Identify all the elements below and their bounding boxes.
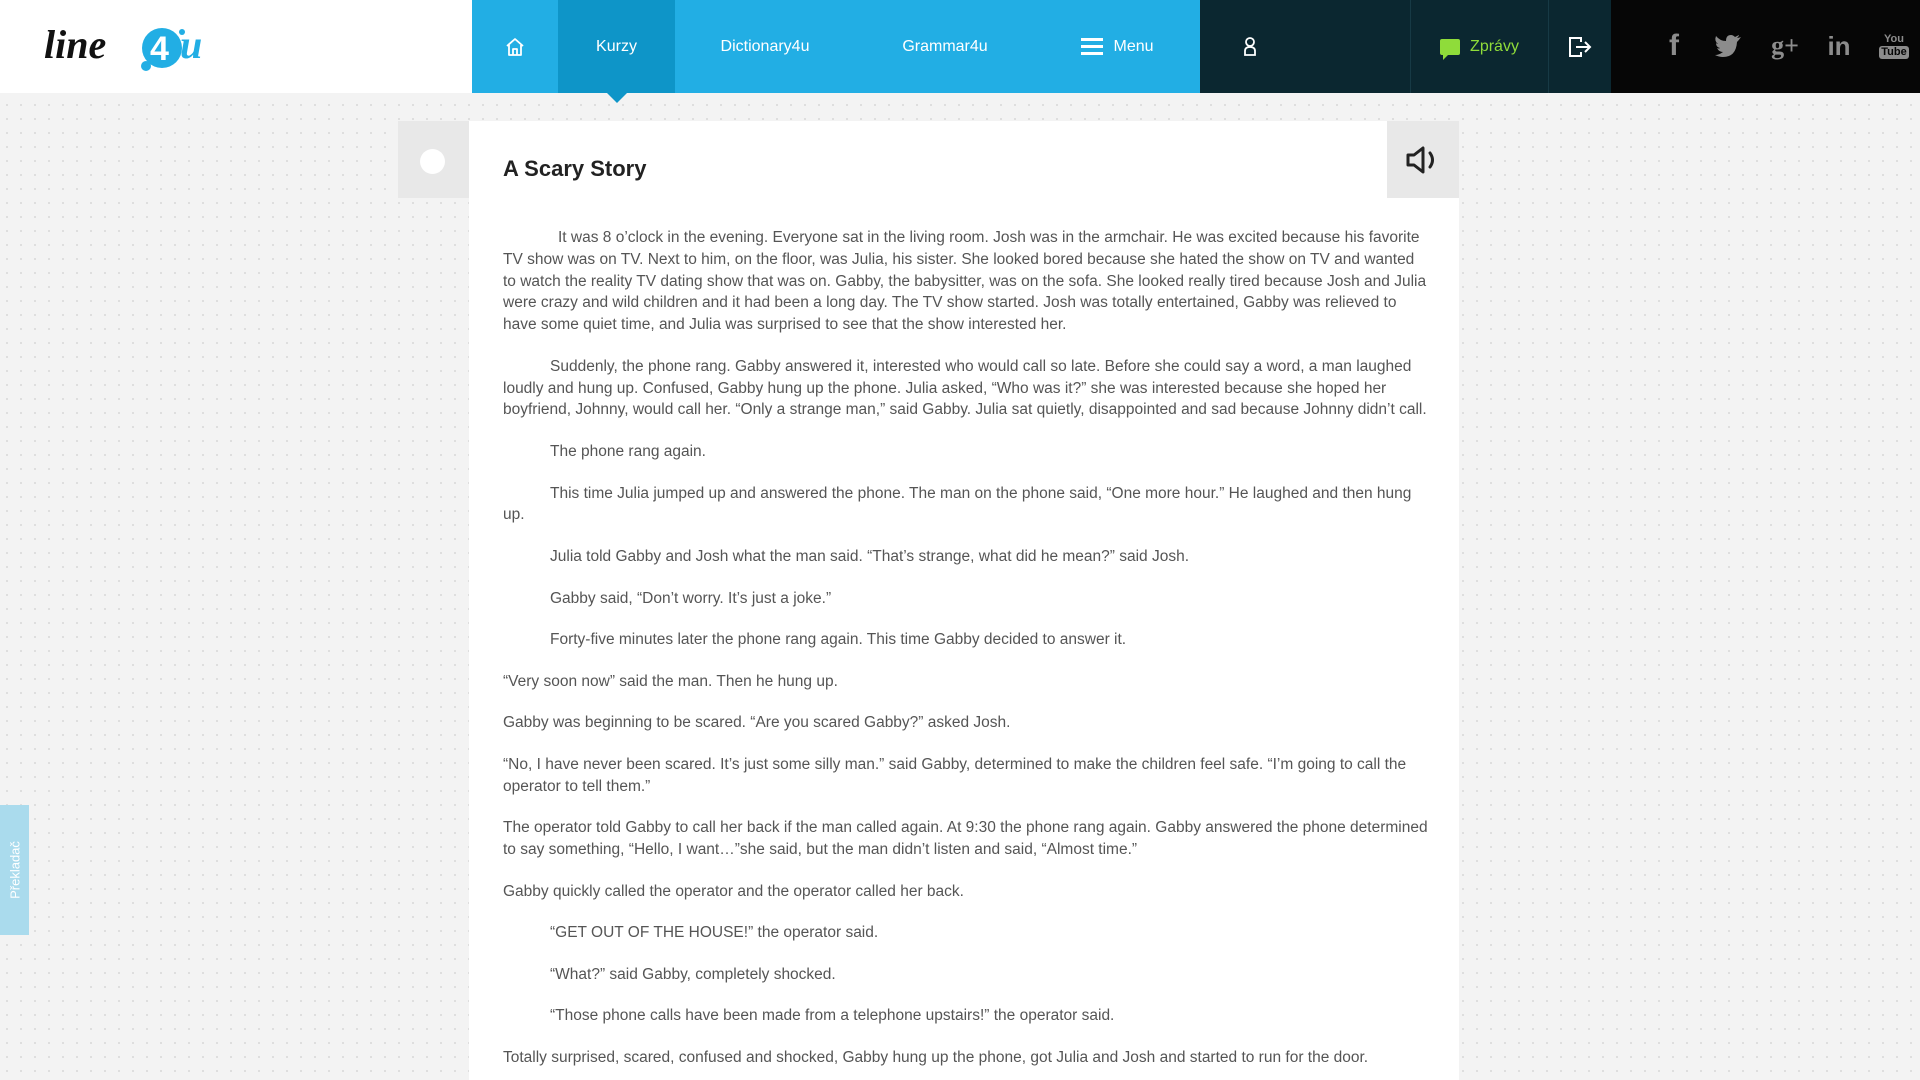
progress-toggle[interactable] (420, 149, 445, 174)
story-paragraph: The operator told Gabby to call her back if the man called again. At 9:30 the phone rang again. Gabby answered the phone determined to say something, “Hello, I want…”she said, but the man didn’t listen and said, “Almost time.” (503, 819, 1428, 859)
logo-text-line: line (44, 22, 107, 67)
facebook-icon[interactable] (1654, 26, 1694, 66)
logo-area (0, 0, 472, 93)
nav-dictionary[interactable] (675, 0, 855, 93)
user-button[interactable] (1200, 0, 1300, 93)
nav-home[interactable] (472, 0, 558, 93)
speaker-icon (1405, 144, 1441, 176)
story-paragraph: “No, I have never been scared. It’s just some silly man.” said Gabby, determined to make the children feel safe. “I’m going to call the operator to tell them.” (503, 755, 1407, 795)
googleplus-glyph: g+ (1771, 31, 1799, 60)
linkedin-glyph: in (1827, 30, 1851, 61)
story-paragraph: “GET OUT OF THE HOUSE!” the operator said. (550, 924, 879, 942)
audio-button[interactable] (1387, 121, 1459, 198)
logout-button[interactable] (1548, 0, 1611, 93)
story-paragraph: It was 8 o’clock in the evening. Everyone sat in the living room. Josh was in the armchair. He was excited because his favorite TV show was on TV. Next to him, on the floor, was Julia, his sister. She looked bored because she hated the show on TV and wanted to watch the reality TV dating show that was on. Gabby, the babysitter, was on the sofa. She looked really tired because Josh and Julia were crazy and wild children and it had been a long day. The TV show started. Josh was totally entertained, Gabby was relieved to have some quiet time, and Julia was surprised to see that the show interested her. (503, 229, 1427, 334)
translator-tab[interactable] (0, 805, 29, 935)
nav-grammar-label: Grammar4u (902, 37, 988, 55)
active-caret (607, 93, 627, 103)
facebook-glyph: f (1669, 29, 1679, 62)
article-panel (469, 121, 1459, 1080)
main-nav (472, 0, 1200, 93)
story-paragraph: Gabby said, “Don’t worry. It’s just a joke.” (550, 589, 832, 607)
youtube-top: You (1884, 32, 1904, 45)
story-paragraph: Julia told Gabby and Josh what the man said. “That’s strange, what did he mean?” said Josh. (550, 547, 1190, 565)
nav-dictionary-label: Dictionary4u (720, 37, 810, 55)
article-body (503, 227, 1428, 1080)
user-icon (1241, 36, 1259, 58)
chat-bubble-icon (1440, 39, 1460, 55)
story-paragraph: Suddenly, the phone rang. Gabby answered it, interested who would call so late. Before she could say a word, a man laughed loudly and hung up. Confused, Gabby hung up the phone. Julia asked, “Who was it?” she was interested because she hoped her boyfriend, Johnny, would call her. “Only a strange man,” said Gabby. Julia sat quietly, disappointed and sad because Johnny didn’t call. (503, 357, 1427, 419)
site-logo[interactable] (42, 14, 212, 74)
top-header (0, 0, 1920, 93)
linkedin-icon[interactable] (1819, 26, 1859, 66)
story-paragraph: This time Julia jumped up and answered the phone. The man on the phone said, “One more hour.” He laughed and then hung up. (503, 484, 1412, 524)
story-paragraph: Forty-five minutes later the phone rang again. This time Gabby decided to answer it. (550, 631, 1127, 649)
nav-menu-label: Menu (1113, 37, 1154, 55)
twitter-icon[interactable] (1708, 26, 1748, 66)
story-paragraph: “Very soon now” said the man. Then he hung up. (503, 672, 838, 690)
youtube-icon[interactable] (1874, 26, 1914, 66)
story-paragraph: “What?” said Gabby, completely shocked. (550, 965, 836, 983)
twitter-bird (1714, 34, 1742, 58)
home-icon (504, 36, 526, 58)
article-title: A Scary Story (503, 156, 647, 181)
googleplus-icon[interactable] (1765, 26, 1805, 66)
logo-text-4: 4 (150, 30, 169, 68)
messages-label: Zprávy (1470, 37, 1519, 55)
story-paragraph: Gabby was beginning to be scared. “Are you scared Gabby?” asked Josh. (503, 714, 1011, 732)
logout-icon (1567, 35, 1593, 59)
progress-toggle-tab (398, 121, 469, 198)
nav-kurzy-label: Kurzy (596, 37, 637, 55)
nav-menu[interactable] (1035, 0, 1200, 93)
story-paragraph: Gabby quickly called the operator and the operator called her back. (503, 882, 964, 900)
youtube-bottom: Tube (1881, 45, 1907, 58)
social-links (1611, 0, 1920, 93)
hamburger-icon (1081, 34, 1103, 59)
logo-text-u: u (180, 22, 203, 67)
story-paragraph: “Those phone calls have been made from a telephone upstairs!” the operator said. (550, 1007, 1115, 1025)
messages-button[interactable] (1411, 0, 1548, 93)
nav-kurzy[interactable] (558, 0, 675, 93)
nav-grammar[interactable] (855, 0, 1035, 93)
translator-label: Překladač (7, 841, 22, 899)
story-paragraph: The phone rang again. (550, 442, 706, 460)
story-paragraph: Totally surprised, scared, confused and shocked, Gabby hung up the phone, got Julia and Josh and started to run for the door. (503, 1049, 1369, 1067)
